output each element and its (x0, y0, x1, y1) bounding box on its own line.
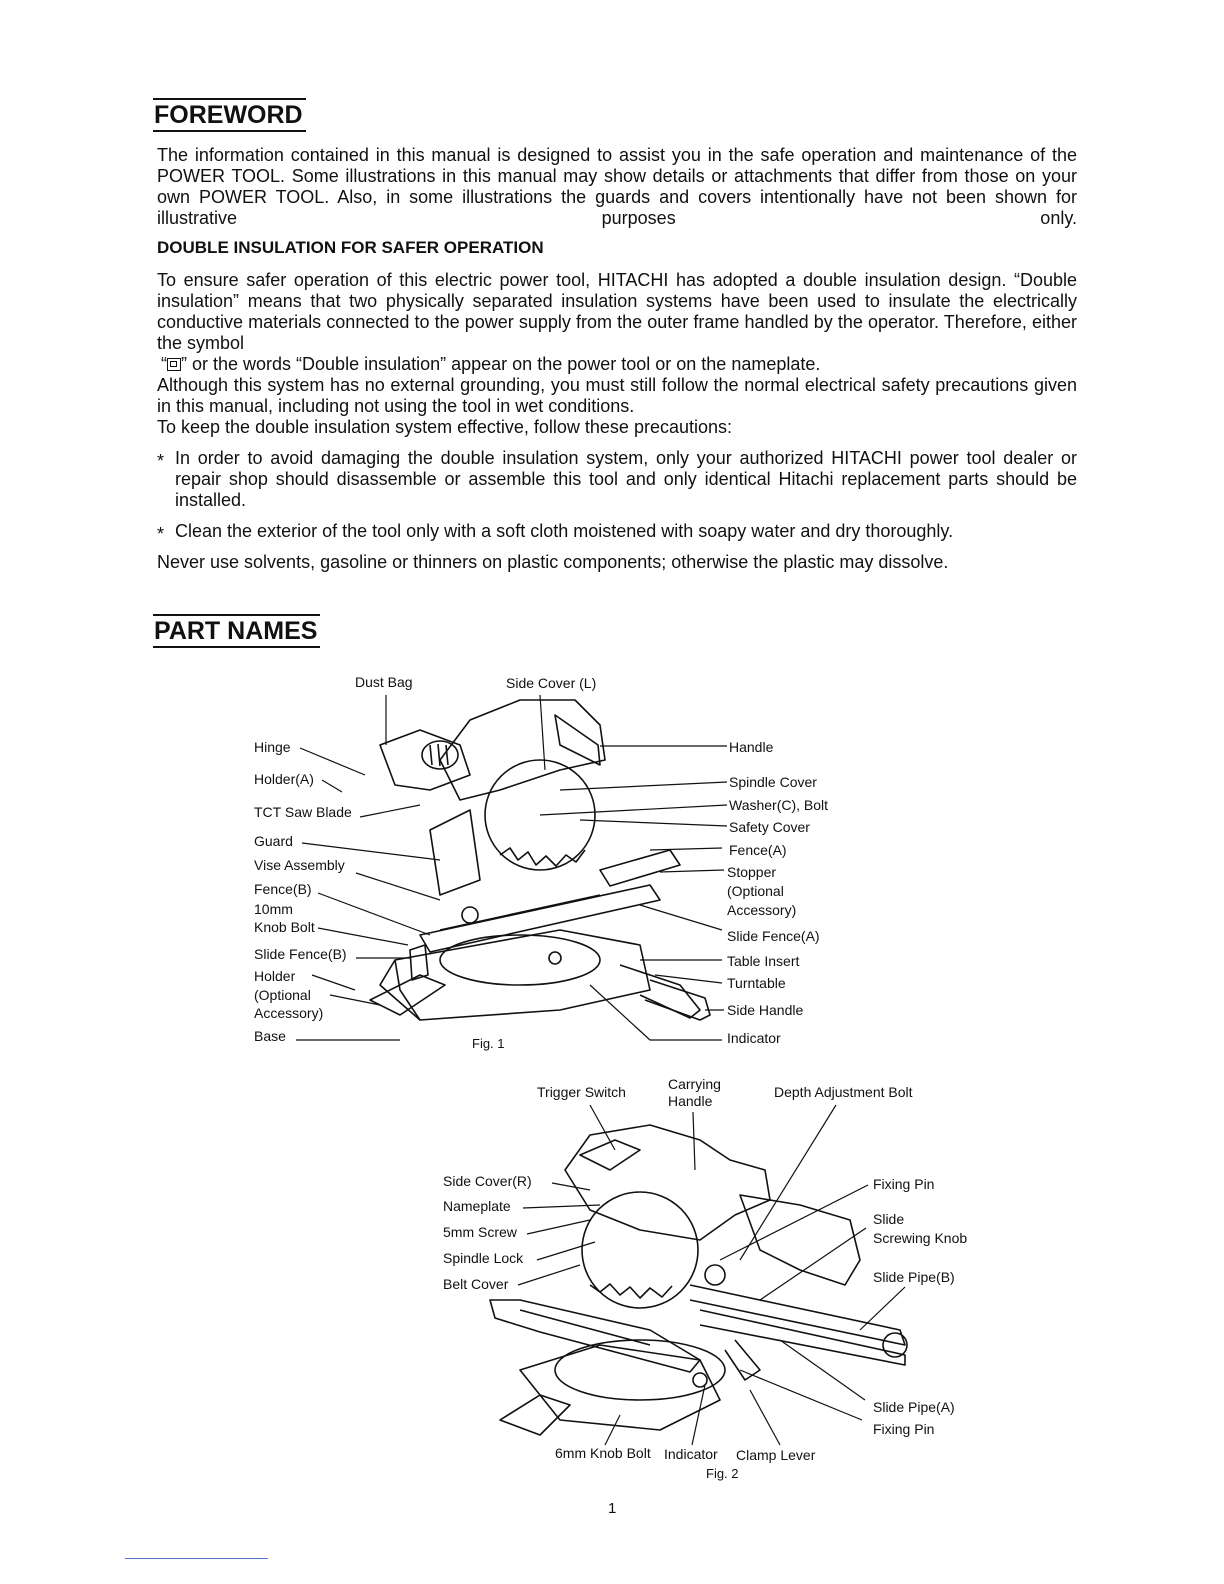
closing-paragraph: Never use solvents, gasoline or thinners on plastic components; otherwise the plastic may dissolve. (157, 552, 949, 572)
label-10mm: 10mm (254, 901, 293, 917)
label-tct-saw-blade: TCT Saw Blade (254, 804, 352, 820)
bullet-icon: * (157, 451, 165, 471)
label-carrying-handle: Handle (668, 1093, 713, 1109)
double-insulation-paragraph: To ensure safer operation of this electric power tool, HITACHI has adopted a double insulation design. “Double insulation” means that two physically separated insulation systems have been used to insulate the electrically conductive materials connected to the power supply from the outer frame handled by the operator. Therefore, either the symbol (157, 270, 1077, 353)
fig1-saw-drawing (370, 700, 710, 1020)
label-stopper-optional: (Optional (727, 883, 784, 899)
fig2-saw-drawing (490, 1125, 907, 1435)
label-table-insert: Table Insert (727, 953, 800, 969)
precautions-intro: To keep the double insulation system effective, follow these precautions: (157, 417, 733, 437)
label-nameplate: Nameplate (443, 1198, 511, 1214)
label-fence-b: Fence(B) (254, 881, 312, 897)
label-safety-cover: Safety Cover (729, 819, 810, 835)
label-side-cover-r: Side Cover(R) (443, 1173, 532, 1189)
label-handle: Handle (729, 739, 774, 755)
label-fixing-pin-top: Fixing Pin (873, 1176, 935, 1192)
label-base: Base (254, 1028, 286, 1044)
label-hinge: Hinge (254, 739, 291, 755)
label-holder-optional: (Optional (254, 987, 311, 1003)
label-washer-bolt: Washer(C), Bolt (729, 797, 829, 813)
label-guard: Guard (254, 833, 293, 849)
label-stopper-accessory: Accessory) (727, 902, 797, 918)
label-dust-bag: Dust Bag (355, 674, 413, 690)
foreword-intro: The information contained in this manual is designed to assist you in the safe operation and maintenance of the POWER TOOL. Some illustrations in this manual may show details or attachments that differ from those on your own POWER TOOL. Also, in some illustrations the guards and covers intentionally have not been shown for illustrative purposes only. (157, 145, 1077, 228)
label-6mm-knob-bolt: 6mm Knob Bolt (555, 1445, 651, 1461)
fig2-caption: Fig. 2 (706, 1466, 739, 1481)
footer-rule (125, 1558, 268, 1559)
double-insulation-symbol-line: “ ” or the words “Double insulation” appear on the power tool or on the nameplate. (161, 354, 821, 374)
label-holder: Holder (254, 968, 296, 984)
part-names-heading: PART NAMES (153, 614, 320, 648)
page-number: 1 (608, 1500, 617, 1517)
label-indicator-fig2: Indicator (664, 1446, 718, 1462)
label-carrying: Carrying (668, 1076, 721, 1092)
label-stopper: Stopper (727, 864, 777, 880)
label-trigger-switch: Trigger Switch (537, 1084, 626, 1100)
label-fence-a: Fence(A) (729, 842, 787, 858)
label-vise-assembly: Vise Assembly (254, 857, 345, 873)
label-depth-adjustment-bolt: Depth Adjustment Bolt (774, 1084, 913, 1100)
label-turntable: Turntable (727, 975, 786, 991)
label-side-handle: Side Handle (727, 1002, 804, 1018)
label-belt-cover: Belt Cover (443, 1276, 509, 1292)
bullet-icon: * (157, 524, 165, 544)
label-screwing-knob: Screwing Knob (873, 1230, 968, 1246)
label-knob-bolt: Knob Bolt (254, 919, 315, 935)
label-slide: Slide (873, 1211, 905, 1227)
label-holder-a: Holder(A) (254, 771, 314, 787)
label-holder-accessory: Accessory) (254, 1005, 324, 1021)
label-5mm-screw: 5mm Screw (443, 1224, 517, 1240)
label-fixing-pin-bottom: Fixing Pin (873, 1421, 935, 1437)
label-spindle-lock: Spindle Lock (443, 1250, 524, 1266)
precaution-text: In order to avoid damaging the double insulation system, only your authorized HITACHI power tool dealer or repair shop should disassemble or assemble this tool and only identical Hitachi replacement parts should be installed. (175, 448, 1077, 510)
label-clamp-lever: Clamp Lever (736, 1447, 816, 1463)
label-slide-fence-a: Slide Fence(A) (727, 928, 820, 944)
label-indicator: Indicator (727, 1030, 781, 1046)
label-side-cover-l: Side Cover (L) (506, 675, 597, 691)
label-slide-fence-b: Slide Fence(B) (254, 946, 347, 962)
fig1-caption: Fig. 1 (472, 1036, 505, 1051)
label-spindle-cover: Spindle Cover (729, 774, 817, 790)
precaution-text: Clean the exterior of the tool only with a soft cloth moistened with soapy water and dry thoroughly. (175, 521, 954, 541)
label-slide-pipe-a: Slide Pipe(A) (873, 1399, 955, 1415)
grounding-paragraph: Although this system has no external grounding, you must still follow the normal electrical safety precautions given in this manual, including not using the tool in wet conditions. (157, 375, 1077, 416)
label-slide-pipe-b: Slide Pipe(B) (873, 1269, 955, 1285)
foreword-heading: FOREWORD (153, 98, 306, 132)
double-insulation-subheading: DOUBLE INSULATION FOR SAFER OPERATION (157, 238, 544, 257)
